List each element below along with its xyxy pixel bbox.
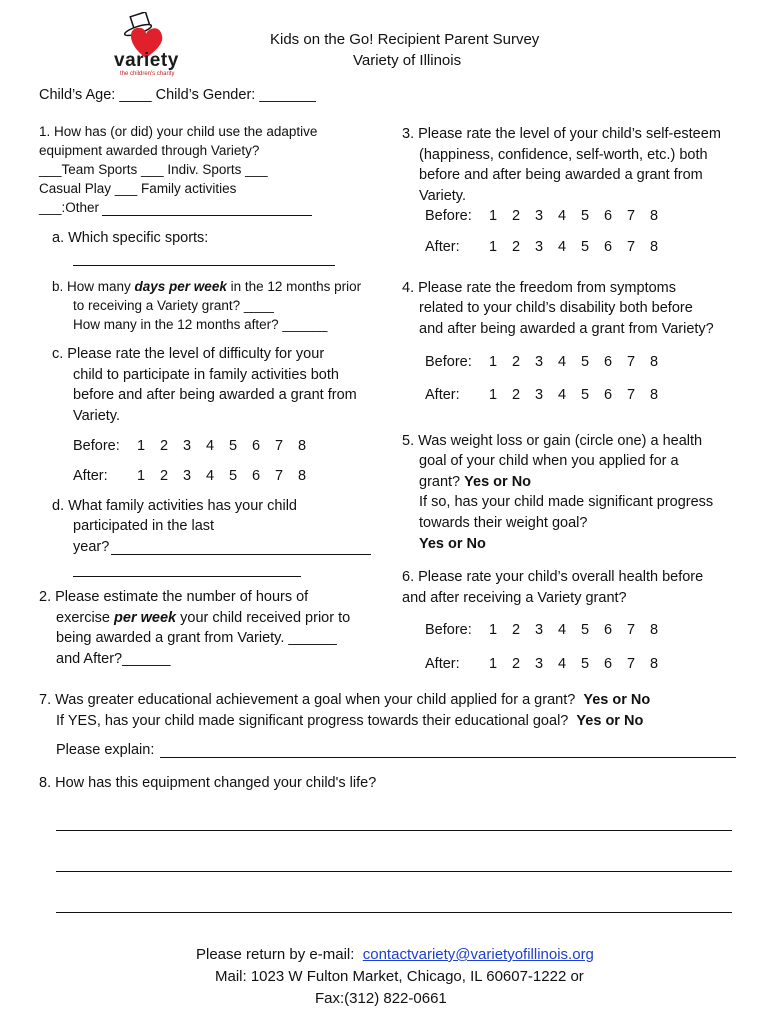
scale-label: After:	[425, 239, 460, 255]
scale-option-2[interactable]: 2	[512, 208, 521, 224]
scale-option-2[interactable]: 2	[512, 387, 521, 403]
scale-option-7[interactable]: 7	[627, 387, 636, 403]
q2-post: your child received prior to	[176, 610, 351, 626]
q5-line4: If so, has your child made significant progress	[419, 494, 714, 510]
survey-subtitle: Variety of Illinois	[353, 52, 462, 69]
scale-option-1[interactable]: 1	[489, 208, 498, 224]
scale-option-3[interactable]: 3	[183, 438, 192, 454]
scale-option-7[interactable]: 7	[275, 438, 284, 454]
q1c-line2: child to participate in family activities both	[73, 367, 339, 383]
scale-option-7[interactable]: 7	[627, 354, 636, 370]
q8-question: 8. How has this equipment changed your child's life?	[39, 775, 377, 791]
q6-line1: 6. Please rate your child’s overall health before	[402, 569, 704, 585]
scale-option-7[interactable]: 7	[627, 622, 636, 638]
q3-line2: (happiness, confidence, self-worth, etc.) both	[419, 147, 708, 163]
q1a-label: a. Which specific sports:	[52, 230, 209, 246]
scale-option-4[interactable]: 4	[558, 622, 567, 638]
q5-line5: towards their weight goal?	[419, 515, 588, 531]
q1b-line1	[52, 279, 361, 294]
scale-option-4[interactable]: 4	[206, 468, 215, 484]
q3-before-scale[interactable]	[425, 208, 673, 224]
q1c-line4: Variety.	[73, 408, 121, 424]
scale-option-2[interactable]: 2	[512, 354, 521, 370]
scale-option-7[interactable]: 7	[275, 468, 284, 484]
scale-option-8[interactable]: 8	[650, 239, 659, 255]
scale-option-5[interactable]: 5	[581, 354, 590, 370]
scale-option-5[interactable]: 5	[229, 468, 238, 484]
q1b-post: in the 12 months prior	[226, 279, 362, 294]
q2-line2	[56, 610, 350, 626]
scale-option-2[interactable]: 2	[512, 622, 521, 638]
scale-label: After:	[73, 468, 108, 484]
scale-option-2[interactable]: 2	[160, 438, 169, 454]
scale-option-1[interactable]: 1	[489, 354, 498, 370]
footer-email-link[interactable]: contactvariety@varietyofillinois.org	[362, 946, 594, 963]
scale-option-4[interactable]: 4	[558, 208, 567, 224]
scale-option-7[interactable]: 7	[627, 239, 636, 255]
scale-label: Before:	[425, 622, 472, 638]
q1b-line2[interactable]: to receiving a Variety grant? ____	[73, 298, 274, 313]
q5-line2: goal of your child when you applied for a	[419, 453, 679, 469]
scale-option-6[interactable]: 6	[252, 468, 261, 484]
scale-option-4[interactable]: 4	[206, 438, 215, 454]
scale-option-3[interactable]: 3	[535, 354, 544, 370]
q6-after-scale[interactable]	[425, 656, 673, 672]
q3-line4: Variety.	[419, 188, 467, 204]
q6-before-scale[interactable]	[425, 622, 673, 638]
scale-option-6[interactable]: 6	[604, 387, 613, 403]
q1d-line1: d. What family activities has your child	[52, 498, 297, 514]
scale-option-5[interactable]: 5	[581, 239, 590, 255]
logo-brand: variety	[114, 50, 179, 71]
q7-yes-no-1[interactable]: Yes or No	[583, 692, 651, 708]
scale-option-3[interactable]: 3	[535, 622, 544, 638]
scale-option-6[interactable]: 6	[252, 438, 261, 454]
q7-line2	[56, 713, 643, 729]
q2-pre: exercise	[56, 610, 115, 626]
q1d-answer-line-1[interactable]	[111, 554, 371, 555]
q1-other[interactable]: ___:Other	[39, 200, 100, 215]
q1a-answer-line[interactable]	[73, 265, 335, 266]
scale-option-2[interactable]: 2	[512, 239, 521, 255]
q1c-line3: before and after being awarded a grant from	[73, 387, 357, 403]
q7-question-2: If YES, has your child made significant progress towards their educational goal?	[56, 713, 569, 729]
scale-option-8[interactable]: 8	[650, 622, 659, 638]
q5-line3	[419, 474, 531, 490]
scale-option-1[interactable]: 1	[489, 622, 498, 638]
scale-option-5[interactable]: 5	[581, 656, 590, 672]
scale-label: Before:	[425, 208, 472, 224]
scale-option-6[interactable]: 6	[604, 208, 613, 224]
q1b-emph: days per week	[134, 279, 227, 294]
scale-option-8[interactable]: 8	[298, 468, 307, 484]
q1d-answer-line-2[interactable]	[73, 576, 301, 577]
q6-line2: and after receiving a Variety grant?	[402, 590, 627, 606]
q3-after-scale[interactable]	[425, 239, 673, 255]
scale-option-3[interactable]: 3	[535, 239, 544, 255]
q4-line2: related to your child’s disability both before	[419, 300, 693, 316]
footer-fax: Fax:(312) 822-0661	[315, 990, 447, 1007]
q4-line3: and after being awarded a grant from Variety?	[419, 321, 714, 337]
scale-option-1[interactable]: 1	[137, 468, 146, 484]
scale-option-1[interactable]: 1	[489, 656, 498, 672]
q8-answer-line-3[interactable]	[56, 912, 732, 913]
scale-option-1[interactable]: 1	[489, 387, 498, 403]
scale-option-8[interactable]: 8	[650, 208, 659, 224]
q1b-pre: b. How many	[52, 279, 135, 294]
q8-answer-line-2[interactable]	[56, 871, 732, 872]
q5-line1: 5. Was weight loss or gain (circle one) a health	[402, 433, 703, 449]
scale-option-5[interactable]: 5	[581, 387, 590, 403]
scale-label: Before:	[73, 438, 120, 454]
footer-return	[196, 946, 594, 963]
variety-logo	[108, 12, 188, 78]
child-age-gender-fields[interactable]: Child’s Age: ____ Child’s Gender: _______	[39, 87, 316, 103]
q2-emph: per week	[114, 610, 177, 626]
scale-option-4[interactable]: 4	[558, 354, 567, 370]
scale-option-5[interactable]: 5	[581, 208, 590, 224]
scale-option-2[interactable]: 2	[160, 468, 169, 484]
scale-option-3[interactable]: 3	[535, 208, 544, 224]
scale-option-5[interactable]: 5	[581, 622, 590, 638]
scale-option-8[interactable]: 8	[298, 438, 307, 454]
scale-label: After:	[425, 387, 460, 403]
scale-option-2[interactable]: 2	[512, 656, 521, 672]
scale-option-6[interactable]: 6	[604, 622, 613, 638]
q2-line3[interactable]: being awarded a grant from Variety. ______	[56, 630, 337, 646]
q1-line3[interactable]: ___Team Sports ___ Indiv. Sports ___	[39, 162, 268, 177]
scale-option-1[interactable]: 1	[489, 239, 498, 255]
scale-option-8[interactable]: 8	[650, 656, 659, 672]
q2-line1: 2. Please estimate the number of hours of	[39, 589, 309, 605]
scale-option-8[interactable]: 8	[650, 387, 659, 403]
q1d-line2: participated in the last	[73, 518, 215, 534]
q4-before-scale[interactable]	[425, 354, 673, 370]
scale-option-5[interactable]: 5	[229, 438, 238, 454]
logo-tagline: the children's charity	[120, 71, 175, 77]
q1-line1: 1. How has (or did) your child use the adaptive	[39, 124, 318, 139]
q7-explain-line[interactable]	[160, 757, 736, 758]
q1c-after-scale[interactable]	[73, 468, 321, 484]
q5-grant-label: grant?	[419, 474, 465, 490]
scale-label: After:	[425, 656, 460, 672]
q3-line3: before and after being awarded a grant from	[419, 167, 703, 183]
scale-option-6[interactable]: 6	[604, 656, 613, 672]
scale-option-6[interactable]: 6	[604, 354, 613, 370]
scale-option-4[interactable]: 4	[558, 656, 567, 672]
scale-label: Before:	[425, 354, 472, 370]
scale-option-6[interactable]: 6	[604, 239, 613, 255]
q3-line1: 3. Please rate the level of your child’s self-esteem	[402, 126, 721, 142]
q1-other-line[interactable]	[102, 215, 312, 216]
footer-mail: Mail: 1023 W Fulton Market, Chicago, IL 60607-1222 or	[215, 968, 584, 985]
scale-option-3[interactable]: 3	[535, 656, 544, 672]
scale-option-3[interactable]: 3	[535, 387, 544, 403]
q1-line2: equipment awarded through Variety?	[39, 143, 260, 158]
q5-yes-no-2[interactable]: Yes or No	[419, 536, 486, 552]
q7-question-1: 7. Was greater educational achievement a goal when your child applied for a grant?	[39, 692, 576, 708]
footer-return-label: Please return by e-mail:	[196, 946, 355, 963]
q1d-line3: year?	[73, 539, 110, 555]
q7-line1	[39, 692, 650, 708]
q7-explain-label: Please explain:	[56, 742, 155, 758]
q4-after-scale[interactable]	[425, 387, 673, 403]
scale-option-4[interactable]: 4	[558, 387, 567, 403]
scale-option-8[interactable]: 8	[650, 354, 659, 370]
scale-option-4[interactable]: 4	[558, 239, 567, 255]
q5-yes-no-1[interactable]: Yes or No	[464, 474, 532, 490]
scale-option-7[interactable]: 7	[627, 656, 636, 672]
q1c-line1: c. Please rate the level of difficulty for your	[52, 346, 325, 362]
q1c-before-scale[interactable]	[73, 438, 321, 454]
q7-yes-no-2[interactable]: Yes or No	[576, 713, 644, 729]
q4-line1: 4. Please rate the freedom from symptoms	[402, 280, 676, 296]
scale-option-3[interactable]: 3	[183, 468, 192, 484]
scale-option-1[interactable]: 1	[137, 438, 146, 454]
q1b-line3[interactable]: How many in the 12 months after? ______	[73, 317, 328, 332]
q8-answer-line-1[interactable]	[56, 830, 732, 831]
survey-title: Kids on the Go! Recipient Parent Survey	[270, 31, 540, 48]
q1-line4[interactable]: Casual Play ___ Family activities	[39, 181, 237, 196]
q2-line4[interactable]: and After?______	[56, 651, 171, 667]
scale-option-7[interactable]: 7	[627, 208, 636, 224]
